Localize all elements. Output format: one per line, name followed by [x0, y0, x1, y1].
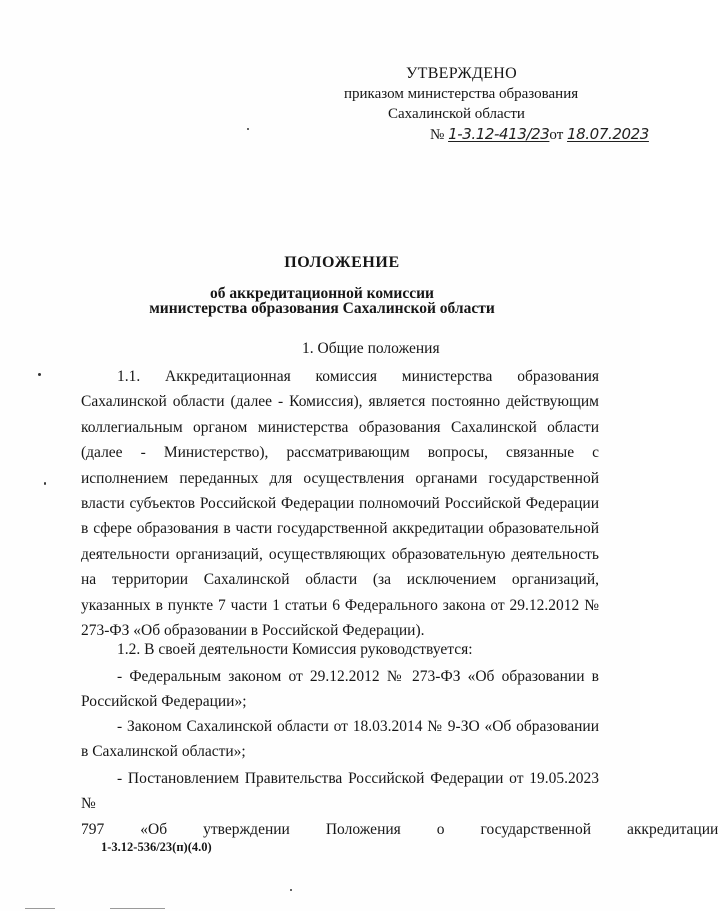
- approval-number-line: [430, 124, 649, 145]
- decree-line-2: [45, 817, 718, 842]
- decree-word: Положения: [325, 820, 401, 838]
- approval-region-line: Сахалинской области: [388, 106, 525, 122]
- document-subtitle-line-1: об аккредитационной комиссии: [210, 285, 434, 302]
- scan-edge-line: [25, 908, 55, 909]
- paragraph-1-2: 1.2. В своей деятельности Комиссия руководствуется:: [117, 641, 473, 658]
- decree-word: 797: [81, 820, 105, 838]
- scan-speck: [44, 482, 46, 485]
- approval-order-line: приказом министерства образования: [344, 86, 579, 102]
- paragraph-1-1: 1.1. Аккредитационная комиссия министерства образования Сахалинской области (далее - Комиссия), является постоянно действующим коллегиальным органом министерства образования Сахалинской области (далее - Министерство), рассматривающим вопросы, связанные с исполнением переданных для осуществления органами государственной власти субъектов Российской Федерации полномочий Российской Федерации в сфере образования в части государственной аккредитации образовательной деятельности организаций, осуществляющих образовательную деятельность на территории Сахалинской области (за исключением организаций, указанных в пункте 7 части 1 статьи 6 Федерального закона от 29.12.2012 № 273-ФЗ «Об образовании в Российской Федерации).: [81, 368, 599, 640]
- list-item-federal-law: - Федеральным законом от 29.12.2012 № 273-ФЗ «Об образовании в Российской Федерации»;: [81, 668, 599, 711]
- scan-speck: [38, 373, 41, 376]
- section-heading: 1. Общие положения: [302, 340, 440, 357]
- order-number-handwritten: 1-3.12-413/23: [448, 125, 550, 143]
- document-footer-code: 1-3.12-536/23(п)(4.0): [101, 840, 212, 854]
- list-item-government-decree: [81, 766, 718, 842]
- approved-label: УТВЕРЖДЕНО: [406, 65, 518, 82]
- scan-edge-line: [110, 908, 165, 909]
- decree-word: «Об: [140, 820, 168, 838]
- decree-word: утверждении: [203, 820, 290, 838]
- document-title: ПОЛОЖЕНИЕ: [284, 254, 400, 271]
- scan-speck: [247, 128, 249, 130]
- decree-word: о: [436, 820, 445, 838]
- decree-line-1: - Постановлением Правительства Российской Федерации от 19.05.2023 №: [81, 770, 599, 813]
- scan-speck: [290, 889, 292, 891]
- decree-word: государственной: [480, 820, 592, 838]
- approval-stamp: [338, 64, 649, 145]
- list-item-regional-law: - Законом Сахалинской области от 18.03.2014 № 9-ЗО «Об образовании в Сахалинской области»;: [81, 718, 599, 761]
- decree-word: аккредитации: [627, 820, 718, 838]
- number-label: №: [430, 127, 445, 143]
- date-label: от: [549, 127, 564, 143]
- document-subtitle-line-2: министерства образования Сахалинской области: [149, 300, 495, 317]
- order-date-handwritten: 18.07.2023: [567, 125, 649, 143]
